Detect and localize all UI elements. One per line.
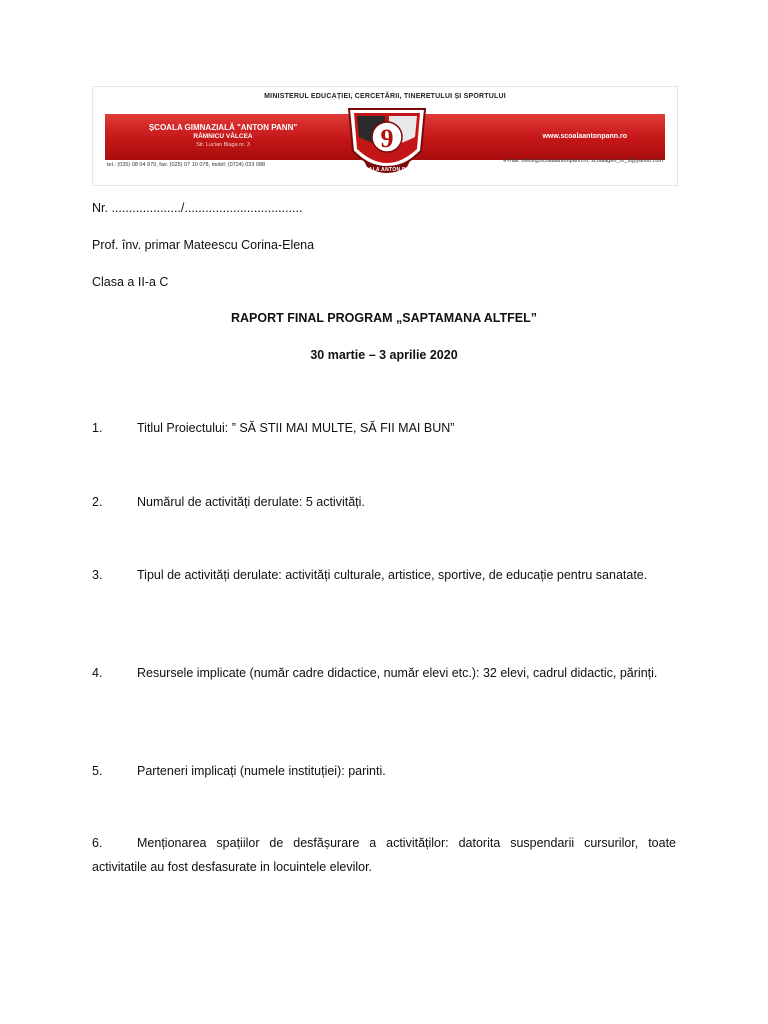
contact-phones: tel.: (035) 08 04 970, fax: (025) 07 10 078, mobil: (0724) 033 088 [107, 162, 266, 168]
school-header-banner [92, 86, 678, 186]
item-text: Resursele implicate (număr cadre didactice, număr elevi etc.): 32 elevi, cadrul didactic, părinți. [137, 666, 658, 680]
list-item [92, 563, 676, 587]
item-text: Numărul de activități derulate: 5 activități. [137, 495, 365, 509]
list-item [92, 831, 676, 879]
school-street: Str. Lucian Blaga nr. 3 [196, 142, 250, 148]
item-number: 3. [92, 568, 103, 582]
report-dates: 30 martie – 3 aprilie 2020 [310, 348, 458, 362]
crest-caption: ȘCOALA ANTON PANN [356, 167, 418, 173]
item-text: Titlul Proiectului: ” SĂ STII MAI MULTE, SĂ FII MAI BUN” [137, 421, 455, 435]
class-name: Clasa a II-a C [92, 275, 169, 289]
school-city: RÂMNICU VÂLCEA [193, 133, 253, 140]
crest-number: 9 [380, 124, 394, 153]
item-number: 4. [92, 666, 103, 680]
item-number: 6. [92, 836, 103, 850]
item-number: 5. [92, 764, 103, 778]
item-number: 1. [92, 421, 103, 435]
school-website: www.scoalaantonpann.ro [542, 133, 627, 140]
item-text: Tipul de activități derulate: activități culturale, artistice, sportive, de educație pentru sanatate. [137, 568, 648, 582]
ministry-title: MINISTERUL EDUCAȚIEI, CERCETĂRII, TINERETULUI ȘI SPORTULUI [264, 93, 506, 100]
list-item [92, 661, 676, 685]
report-title: RAPORT FINAL PROGRAM „SAPTAMANA ALTFEL” [231, 311, 537, 325]
teacher-name: Prof. înv. primar Mateescu Corina-Elena [92, 238, 315, 252]
item-number: 2. [92, 495, 103, 509]
item-text: Parteneri implicați (numele instituției): parinti. [137, 764, 386, 778]
school-crest-logo [341, 103, 433, 183]
contact-email: e-mail: office@scoalaantonpann.ro; scoalagen_nr_9@yahoo.com [503, 158, 663, 164]
school-name: ȘCOALA GIMNAZIALĂ "ANTON PANN" [148, 123, 298, 132]
registration-number: Nr. ..................../.................................. [92, 201, 303, 215]
item-text: Menționarea spațiilor de desfășurare a activităților: datorita suspendarii cursurilor, toate activitatile au fost desfasurate in locuintele elevilor. [92, 836, 676, 874]
